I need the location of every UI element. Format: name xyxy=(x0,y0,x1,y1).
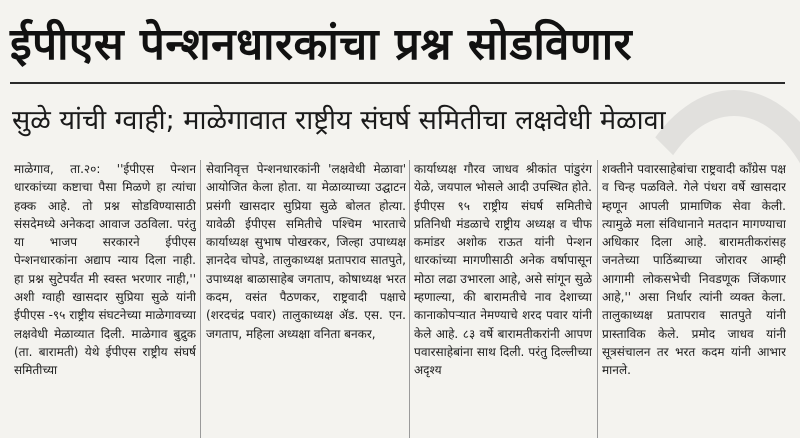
article-column-2 xyxy=(206,160,406,438)
column-2-text: सेवानिवृत्त पेन्शनधारकांनी 'लक्षवेधी मेळावा' आयोजित केला होता. या मेळाव्याच्या उद्घाटन प्रसंगी खासदार सुप्रिया सुळे बोलत होत्या. यावेळी ईपीएस समितीचे पश्चिम भारताचे कार्याध्यक्ष सुभाष पोखरकर, जिल्हा उपाध्यक्ष ज्ञानदेव चोपडे, तालुकाध्यक्ष प्रतापराव सातपुते, उपाध्यक्ष बाळासाहेब जगताप, कोषाध्यक्ष भरत कदम, वसंत पैठणकर, राष्ट्रवादी पक्षाचे (शरदचंद्र पवार) तालुकाध्यक्ष ॲड. एस. एन. जगताप, महिला अध्यक्षा वनिता बनकर, xyxy=(206,162,406,341)
column-divider xyxy=(409,160,410,438)
column-3-text: कार्याध्यक्ष गौरव जाधव श्रीकांत पांडुरंग येळे, जयपाल भोसले आदी उपस्थित होते. ईपीएस ९५ राष्ट्रीय संघर्ष समितीचे प्रतिनिधी मंडळाचे राष्ट्रीय अध्यक्ष व चीफ कमांडर अशोक राऊत यांनी पेन्शन धारकांच्या मागणीसाठी अनेक वर्षापासून मोठा लढा उभारला आहे, असे सांगून सुळे म्हणाल्या, की बारामतीचे नाव देशाच्या कानाकोपऱ्यात नेमण्याचे शरद पवार यांनी केले आहे. ८३ वर्षे बारामतीकरांनी आपण पवारसाहेबांना साथ दिली. परंतु दिल्लीच्या अदृश्य xyxy=(414,162,592,378)
article-column-1 xyxy=(14,160,196,438)
column-4-text: शक्तीने पवारसाहेबांचा राष्ट्रवादी कॉंग्रेस पक्ष व चिन्ह पळविले. गेले पंधरा वर्षे खासदार म्हणून आपली प्रामाणिक सेवा केली. त्यामुळे मला संविधानाने मतदान मागण्याचा अधिकार दिला आहे. बारामतीकरांसह जनतेच्या पाठिंब्याच्या जोरावर आम्ही आगामी लोकसभेची निवडणूक जिंकणार आहे,'' असा निर्धार त्यांनी व्यक्त केला. तालुकाध्यक्ष प्रतापराव सातपुते यांनी प्रास्ताविक केले. प्रमोद जाधव यांनी सूत्रसंचालन तर भरत कदम यांनी आभार मानले. xyxy=(602,162,786,378)
headline: ईपीएस पेन्शनधारकांचा प्रश्न सोडविणार xyxy=(10,19,633,70)
column-1-text: माळेगाव, ता.२०: ''ईपीएस पेन्शन धारकांच्या कष्टाचा पैसा मिळणे हा त्यांचा हक्क आहे. तो प्रश्न सोडविण्यासाठी संसदेमध्ये अनेकदा आवाज उठविला. परंतु या भाजप सरकारने ईपीएस पेन्शनधारकांना अद्याप न्याय दिला नाही. हा प्रश्न सुटेपर्यंत मी स्वस्त भरणार नाही,'' अशी ग्वाही खासदार सुप्रिया सुळे यांनी ईपीएस -९५ राष्ट्रीय संघटनेच्या माळेगावच्या लक्षवेधी मेळाव्यात दिली. माळेगाव बुद्रुक (ता. बारामती) येथे ईपीएस राष्ट्रीय संघर्ष समितीच्या xyxy=(14,162,196,378)
headline-rule xyxy=(10,82,785,84)
article-column-3 xyxy=(414,160,592,438)
subheadline: सुळे यांची ग्वाही; माळेगावात राष्ट्रीय संघर्ष समितीचा लक्षवेधी मेळावा xyxy=(12,105,666,136)
column-divider xyxy=(597,160,598,438)
article-column-4 xyxy=(602,160,786,438)
column-divider xyxy=(200,160,201,438)
